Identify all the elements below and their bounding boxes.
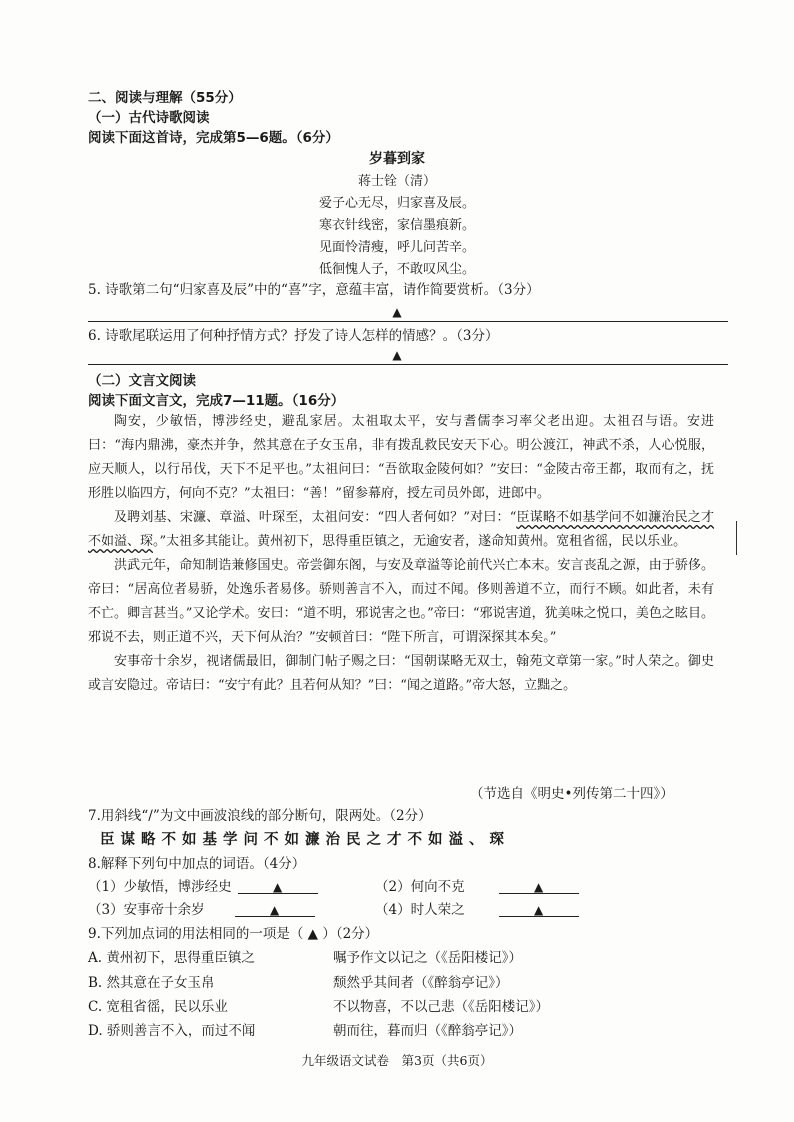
part2-title: （二）文言文阅读 [88,373,196,389]
q9-option-a-left: A. 黄州初下，思得重臣镇之 [88,950,255,966]
poem-line: 寒衣针线密，家信墨痕新。 [318,218,475,233]
passage-text: 及聘刘基、宋濂、章溢、叶琛至，太祖问安：“四人者何如？”对曰：“ [114,510,517,525]
q8-item-1 [88,881,324,895]
answer-blank[interactable]: ▲ [499,904,579,917]
poem-line: 见面怜清瘦，呼儿问苦辛。 [318,240,475,255]
answer-marker: ▲ [392,348,402,362]
part1-title: （一）古代诗歌阅读 [88,110,210,126]
q9-option-d-left: D. 骄则善言不入，而过不闻 [88,1023,256,1039]
q8-item-text: （2）何向不克 [375,879,465,895]
wavy-bracket-mark [558,521,737,555]
answer-marker: ▲ [392,305,402,319]
q9-option-a-right: 嘱予作文以记之（《岳阳楼记》） [333,950,522,966]
question-5: 5. 诗歌第二句“归家喜及辰”中的“喜”字，意蕴丰富，请作简要赏析。（3分） [88,282,540,298]
passage-paragraph-1: 陶安，少敏悟，博涉经史，避乱家居。太祖取太平，安与耆儒李习率父老出迎。太祖召与语。安进曰：“海内鼎沸，豪杰并争，然其意在子女玉帛，非有拨乱救民安天下心。明公渡江，神武不杀，人心悦服，应天顺人，以行吊伐，天下不足平也。”太祖问曰：“吾欲取金陵何如？”安曰：“金陵古帝王都，取而有之，抚形胜以临四方，何向不克？”太祖曰：“善！”留参幕府，授左司员外郎，进郎中。 [88,414,714,501]
part2-instructions: 阅读下面文言文，完成7—11题。（16分） [88,393,345,409]
q9-option-d-right: 朝而往，暮而归（《醉翁亭记》） [333,1023,522,1039]
poem-line: 爱子心无尽，归家喜及辰。 [318,196,475,211]
q9-option-c-right: 不以物喜，不以己悲（《岳阳楼记》） [333,999,549,1015]
section-title: 二、阅读与理解（55分） [88,90,242,106]
q9-option-b-right: 颓然乎其间者（《醉翁亭记》） [333,975,509,991]
q8-item-3 [88,904,321,918]
answer-line [88,364,728,365]
answer-blank[interactable]: ▲ [238,881,318,894]
question-9: 9.下列加点词的用法相同的一项是（ ▲ ）（2分） [88,926,379,942]
question-6: 6. 诗歌尾联运用了何种抒情方式？抒发了诗人怎样的情感？。（3分） [88,328,499,344]
part1-instructions: 阅读下面这首诗，完成第5—6题。（6分） [88,130,339,146]
answer-blank[interactable]: ▲ [499,881,579,894]
q8-item-text: （1）少敏悟，博涉经史 [88,879,232,895]
passage-text: 。”太祖多其能让。黄州初下，思得重臣镇之，无逾安者，遂命知黄州。宽租省徭，民以乐业。 [153,534,687,549]
passage-source: （节选自《明史•列传第二十四》） [470,786,674,802]
question-7: 7.用斜线“/”为文中画波浪线的部分断句，限两处。（2分） [88,808,432,824]
poem-line: 低徊愧人子，不敢叹风尘。 [318,262,475,277]
q9-option-c-left: C. 宽租省徭，民以乐业 [88,999,228,1015]
poem-author: 蒋士铨（清） [357,174,436,189]
q9-option-b-left: B. 然其意在子女玉帛 [88,975,215,991]
passage-paragraph-4: 安事帝十余岁，视诸儒最旧，御制门帖子赐之曰：“国朝谋略无双士，翰苑文章第一家。”时人荣之。御史或言安隐过。帝诘曰：“安宁有此？且若何从知？”曰：“闻之道路。”帝大怒，立黜之。 [88,654,714,693]
page-footer: 九年级语文试卷 第3页（共6页） [301,1053,493,1068]
sentence-to-punctuate: 臣谋略不如基学问不如濂治民之才不如溢、琛 [100,831,510,848]
answer-blank[interactable]: ▲ [235,904,315,917]
q8-item-text: （3）安事帝十余岁 [88,902,205,918]
poem-title: 岁暮到家 [369,151,425,167]
q8-item-4 [375,904,585,918]
answer-line [88,321,728,322]
wavy-underlined-sentence: 臣谋略不如基学问不如濂治民之才不如溢、琛 [88,510,714,549]
passage-paragraph-3: 洪武元年，命知制诰兼修国史。帝尝御东阁，与安及章溢等论前代兴亡本末。安言丧乱之源，由于骄侈。帝曰：“居高位者易骄，处逸乐者易侈。骄则善言不入，而过不闻。侈则善道不立，而行不顾。如此者，未有不亡。卿言甚当。”又论学术。安曰：“道不明，邪说害之也。”帝曰：“邪说害道，犹美味之悦口，美色之眩目。邪说不去，则正道不兴，天下何从治？”安顿首曰：“陛下所言，可谓深探其本矣。” [88,558,714,645]
question-8: 8.解释下列句中加点的词语。（4分） [88,856,306,872]
q8-item-text: （4）时人荣之 [375,902,465,918]
q8-item-2 [375,881,585,895]
